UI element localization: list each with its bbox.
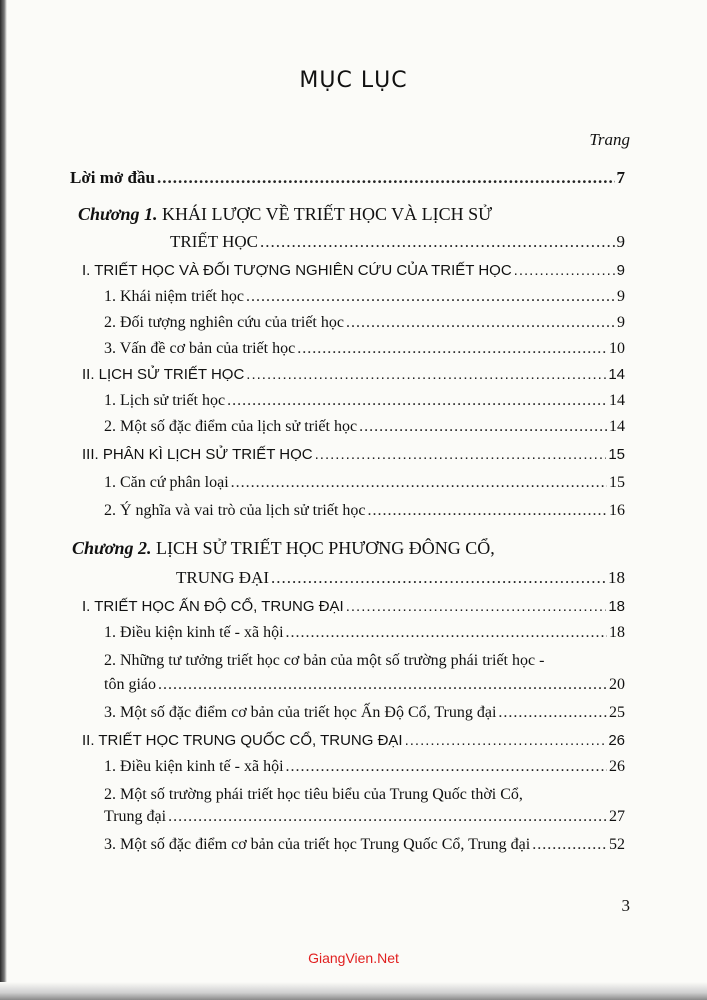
- toc-subsection[interactable]: [104, 314, 625, 332]
- toc-entry-page: 15: [609, 474, 625, 491]
- toc-subsection[interactable]: [104, 704, 625, 722]
- toc-entry-label: 3. Một số đặc điểm cơ bản của triết học Trung Quốc Cổ, Trung đại: [104, 836, 531, 853]
- toc-entry-label: Lời mở đầu: [70, 168, 155, 187]
- page-binding-shadow: [0, 0, 7, 1000]
- page-column-label: Trang: [589, 130, 630, 149]
- toc-entry-label: 1. Điều kiện kinh tế - xã hội: [104, 624, 284, 641]
- toc-entry-page: 26: [609, 758, 625, 775]
- leader-dots: [514, 262, 615, 279]
- watermark: GiangVien.Net: [308, 950, 399, 966]
- toc-entry-label: I. TRIẾT HỌC VÀ ĐỐI TƯỢNG NGHIÊN CỨU CỦA TRIẾT HỌC: [82, 262, 512, 279]
- page-number: 3: [621, 896, 630, 915]
- leader-dots: [315, 446, 607, 463]
- toc-subsection[interactable]: [104, 676, 625, 694]
- leader-dots: [297, 340, 607, 358]
- toc-entry-page: 14: [609, 418, 625, 435]
- chapter-prefix: Chương 1.: [78, 204, 158, 224]
- chapter-prefix: Chương 2.: [72, 538, 152, 558]
- leader-dots: [359, 418, 607, 436]
- toc-entry-label: 3. Vấn đề cơ bản của triết học: [104, 340, 296, 357]
- toc-entry-page: 9: [616, 232, 625, 251]
- toc-entry-page: 16: [609, 502, 625, 519]
- toc-section[interactable]: [82, 598, 625, 615]
- leader-dots: [246, 366, 606, 383]
- toc-subsection[interactable]: [104, 836, 625, 854]
- leader-dots: [532, 836, 607, 854]
- chapter-title-line2: TRIẾT HỌC: [170, 232, 258, 251]
- toc-section[interactable]: [82, 366, 625, 383]
- toc-entry-label: III. PHÂN KÌ LỊCH SỬ TRIẾT HỌC: [82, 446, 313, 463]
- leader-dots: [286, 624, 607, 642]
- chapter-title-line2: TRUNG ĐẠI: [176, 568, 270, 587]
- leader-dots: [157, 168, 615, 188]
- page-bottom-shadow: [0, 982, 707, 1000]
- toc-subsection[interactable]: [104, 502, 625, 520]
- leader-dots: [231, 474, 607, 492]
- toc-subsection[interactable]: [104, 340, 625, 358]
- toc-entry-page: 18: [609, 624, 625, 641]
- toc-entry-label: 2. Ý nghĩa và vai trò của lịch sử triết học: [104, 502, 366, 519]
- toc-subsection[interactable]: [104, 418, 625, 436]
- leader-dots: [271, 568, 606, 588]
- leader-dots: [405, 732, 607, 749]
- leader-dots: [260, 232, 615, 252]
- toc-entry-page: 52: [609, 836, 625, 853]
- toc-entry-label: Trung đại: [104, 808, 167, 825]
- chapter-title-line1: LỊCH SỬ TRIẾT HỌC PHƯƠNG ĐÔNG CỔ,: [155, 538, 495, 558]
- toc-entry-label: I. TRIẾT HỌC ẤN ĐỘ CỔ, TRUNG ĐẠI: [82, 598, 344, 615]
- toc-entry-page: 9: [617, 288, 625, 305]
- toc-entry-label: II. LỊCH SỬ TRIẾT HỌC: [82, 366, 245, 383]
- chapter-1-heading[interactable]: [78, 204, 492, 225]
- toc-entry-label: II. TRIẾT HỌC TRUNG QUỐC CỔ, TRUNG ĐẠI: [82, 732, 403, 749]
- toc-subsection[interactable]: [104, 474, 625, 492]
- toc-entry-page: 7: [616, 168, 625, 187]
- toc-entry-label: tôn giáo: [104, 676, 156, 693]
- chapter-title-line1: KHÁI LƯỢC VỀ TRIẾT HỌC VÀ LỊCH SỬ: [161, 204, 493, 224]
- toc-entry-page: 20: [609, 676, 625, 693]
- toc-entry-label: 1. Lịch sử triết học: [104, 392, 226, 409]
- toc-entry-label: 1. Căn cứ phân loại: [104, 474, 229, 491]
- toc-entry-label: 1. Khái niệm triết học: [104, 288, 244, 305]
- toc-entry-page: 9: [617, 314, 625, 331]
- toc-entry-page: 27: [609, 808, 625, 825]
- toc-section[interactable]: [82, 732, 625, 749]
- toc-entry-page: 18: [608, 568, 625, 587]
- toc-entry-page: 25: [609, 704, 625, 721]
- leader-dots: [498, 704, 607, 722]
- page-title: MỤC LỤC: [299, 68, 408, 93]
- toc-entry-label: 1. Điều kiện kinh tế - xã hội: [104, 758, 284, 775]
- toc-entry-page: 10: [609, 340, 625, 357]
- toc-subsection[interactable]: [104, 758, 625, 776]
- toc-section[interactable]: [82, 262, 625, 279]
- toc-subsection-line[interactable]: 2. Những tư tưởng triết học cơ bản của một số trường phái triết học -: [104, 652, 545, 669]
- toc-entry-page: 14: [609, 392, 625, 409]
- leader-dots: [227, 392, 607, 410]
- toc-entry-page: 9: [616, 262, 625, 279]
- chapter-2-title-cont[interactable]: [176, 568, 625, 588]
- toc-entry-page: 14: [608, 366, 625, 383]
- leader-dots: [346, 314, 615, 332]
- toc-subsection[interactable]: [104, 808, 625, 826]
- leader-dots: [346, 598, 607, 615]
- toc-subsection[interactable]: [104, 288, 625, 306]
- toc-entry-page: 18: [608, 598, 625, 615]
- toc-entry-page: 15: [608, 446, 625, 463]
- leader-dots: [246, 288, 615, 306]
- toc-entry-label: 3. Một số đặc điểm cơ bản của triết học Ấn Độ Cổ, Trung đại: [104, 704, 497, 721]
- toc-entry-page: 26: [608, 732, 625, 749]
- toc-section[interactable]: [82, 446, 625, 463]
- chapter-1-title-cont[interactable]: [170, 232, 625, 252]
- leader-dots: [168, 808, 607, 826]
- toc-subsection[interactable]: [104, 624, 625, 642]
- chapter-2-heading[interactable]: [72, 538, 495, 559]
- toc-entry-label: 2. Một số đặc điểm của lịch sử triết học: [104, 418, 358, 435]
- toc-entry-intro[interactable]: [70, 168, 625, 188]
- leader-dots: [286, 758, 607, 776]
- toc-entry-label: 2. Đối tượng nghiên cứu của triết học: [104, 314, 344, 331]
- leader-dots: [158, 676, 607, 694]
- toc-subsection[interactable]: [104, 392, 625, 410]
- toc-subsection-line[interactable]: 2. Một số trường phái triết học tiêu biểu của Trung Quốc thời Cổ,: [104, 786, 523, 803]
- leader-dots: [367, 502, 607, 520]
